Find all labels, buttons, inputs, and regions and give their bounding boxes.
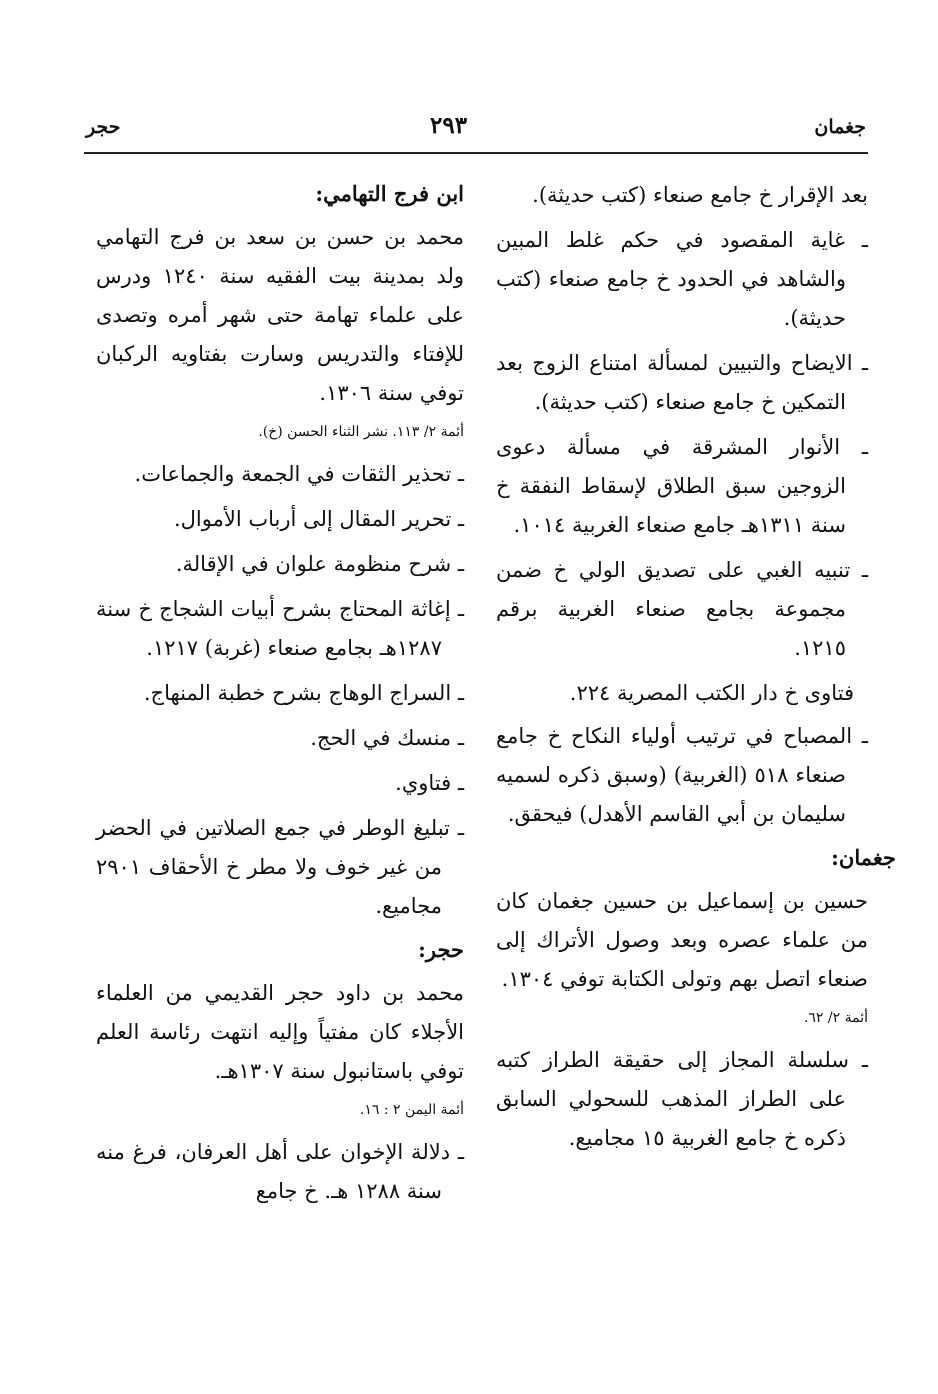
left-list-item: ـ تحرير المقال إلى أرباب الأموال. [173,507,464,531]
right-paragraph: حسين بن إسماعيل بن حسين جغمان كان من علماء عصره وبعد وصول الأتراك إلى صنعاء اتصل بهم وتولى الكتابة توفي ١٣٠٤. [496,889,868,991]
right-list-item: ـ تنبيه الغبي على تصديق الولي خ ضمن مجموعة بجامع صنعاء الغربية برقم ١٢١٥. [496,558,868,660]
running-title-left: حجر [86,116,121,138]
running-title-right: جغمان [814,116,866,138]
left-section-heading: حجر: [418,937,464,962]
left-paragraph: محمد بن حسن بن سعد بن فرج التهامي ولد بمدينة بيت الفقيه سنة ١٢٤٠ ودرس على علماء تهامة حتى شهر أمره وتصدى للإفتاء والتدريس وسارت بفتاويه الركبان توفي سنة ١٣٠٦. [96,225,464,405]
right-column [496,176,896,1164]
right-reference-note: أئمة ٢/ ٦٢. [803,1010,868,1026]
right-paragraph: بعد الإقرار خ جامع صنعاء (كتب حديثة). [532,183,868,207]
left-list-item: ـ دلالة الإخوان على أهل العرفان، فرغ منه سنة ١٢٨٨ هـ. خ جامع [96,1140,464,1203]
left-section-heading: ابن فرج التهامي: [315,181,464,206]
left-reference-note: أئمة ٢/ ١١٣. نشر الثناء الحسن (خ). [258,424,464,440]
right-paragraph: فتاوى خ دار الكتب المصرية ٢٢٤. [569,681,854,705]
left-list-item: ـ فتاوي. [395,771,464,795]
right-list-item: ـ سلسلة المجاز إلى حقيقة الطراز كتبه على الطراز المذهب للسحولي السابق ذكره خ جامع الغربية ١٥ مجاميع. [496,1048,868,1150]
left-list-item: ـ منسك في الحج. [310,726,464,750]
page-header [0,112,938,152]
right-list-item: ـ الايضاح والتبيين لمسألة امتناع الزوج بعد التمكين خ جامع صنعاء (كتب حديثة). [496,351,868,414]
page-number: ٢٩٣ [430,112,468,139]
left-reference-note: أئمة اليمن ٢ : ١٦. [359,1102,464,1118]
left-list-item: ـ تحذير الثقات في الجمعة والجماعات. [134,462,464,486]
header-rule [84,152,868,154]
left-list-item: ـ شرح منظومة علوان في الإقالة. [175,552,464,576]
right-section-heading: جغمان: [831,845,896,870]
left-list-item: ـ إغاثة المحتاج بشرح أبيات الشجاج خ سنة ١٢٨٧هـ بجامع صنعاء (غربة) ١٢١٧. [96,597,464,660]
right-list-item: ـ غاية المقصود في حكم غلط المبين والشاهد في الحدود خ جامع صنعاء (كتب حديثة). [496,228,868,330]
right-list-item: ـ المصباح في ترتيب أولياء النكاح خ جامع صنعاء ٥١٨ (الغربية) (وسبق ذكره لسميه سليمان بن أبي القاسم الأهدل) فيحقق. [496,724,868,826]
left-paragraph: محمد بن داود حجر القديمي من العلماء الأجلاء كان مفتياً وإليه انتهت رئاسة العلم توفي باستانبول سنة ١٣٠٧هـ. [96,981,464,1083]
left-column [96,176,464,1217]
left-list-item: ـ تبليغ الوطر في جمع الصلاتين في الحضر من غير خوف ولا مطر خ الأحقاف ٢٩٠١ مجاميع. [96,816,464,918]
right-list-item: ـ الأنوار المشرقة في مسألة دعوى الزوجين سبق الطلاق لإسقاط النفقة خ سنة ١٣١١هـ جامع صنعاء الغربية ١٠١٤. [496,435,868,537]
left-list-item: ـ السراج الوهاج بشرح خطبة المنهاج. [143,681,464,705]
